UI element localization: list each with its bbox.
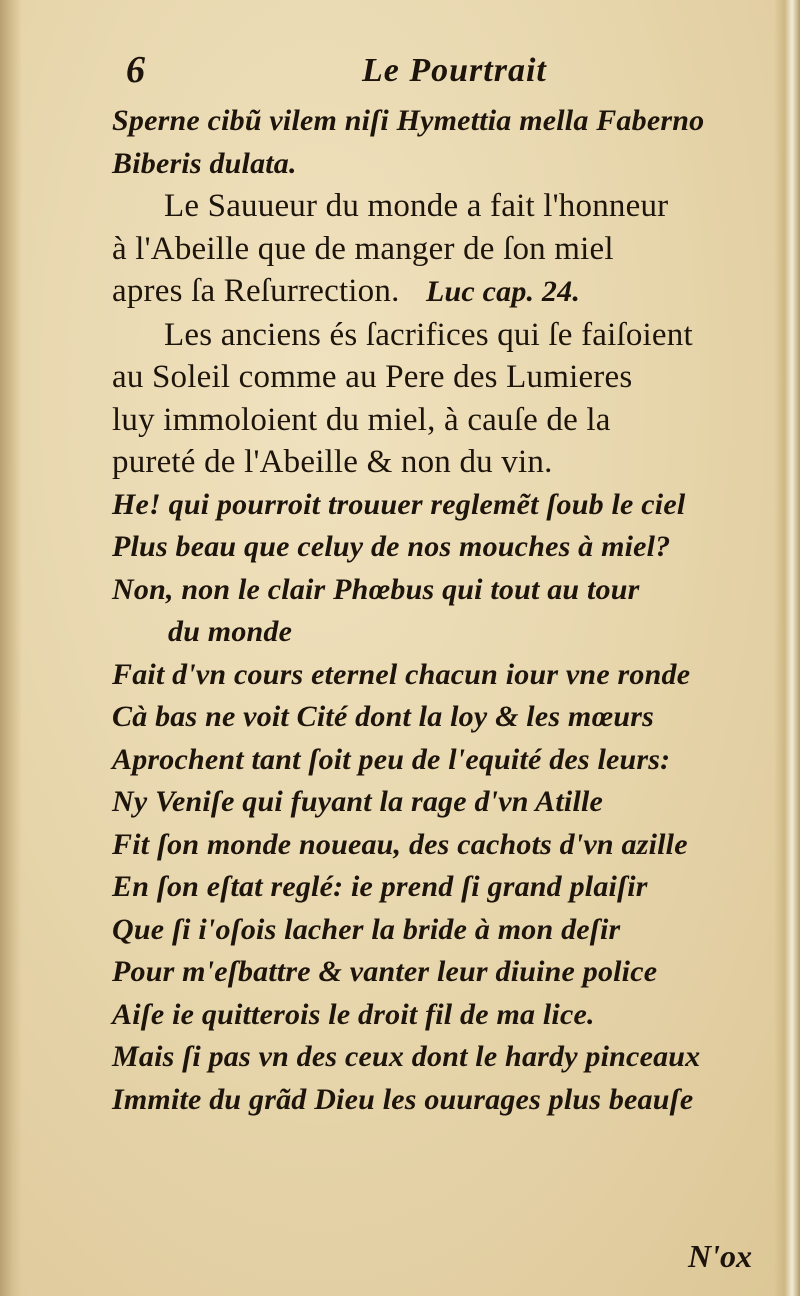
text-block — [112, 48, 772, 1121]
verse-line: Non, non le clair Phœbus qui tout au tour — [112, 572, 640, 606]
verse-line: Que ſi i'oſois lacher la bride à mon deſir — [112, 912, 621, 946]
verse-line: Ny Veniſe qui fuyant la rage d'vn Atille — [112, 785, 604, 818]
verse-line: Plus beau que celuy de nos mouches à miel? — [112, 530, 671, 563]
verse-line: Aprochent tant ſoit peu de l'equité des leurs: — [112, 742, 671, 776]
verse-line: En ſon eſtat reglé: ie prend ſi grand plaiſir — [112, 870, 648, 903]
page-spine-shadow — [0, 0, 22, 1296]
verse-line: Aiſe ie quitterois le droit fil de ma lice. — [112, 997, 595, 1031]
text-line: Sperne cibũ vilem niſi Hymettia mella Faberno — [112, 104, 705, 137]
verse-line: Mais ſi pas vn des ceux dont le hardy pinceaux — [112, 1040, 701, 1073]
page-header — [112, 48, 772, 100]
verse-line: Fit ſon monde noueau, des cachots d'vn azille — [112, 827, 688, 861]
text-line: au Soleil comme au Pere des Lumieres — [112, 359, 633, 395]
text-line: Le Sauueur du monde a fait l'honneur — [164, 188, 669, 224]
citation: Luc cap. 24. — [425, 275, 581, 308]
catchword: N'ox — [688, 1238, 752, 1274]
text-line: luy immoloient du miel, à cauſe de la — [112, 401, 611, 438]
verse-line: Fait d'vn cours eternel chacun iour vne ronde — [112, 657, 691, 691]
verse-line: Pour m'eſbattre & vanter leur diuine police — [112, 955, 658, 988]
text-line: Biberis dulata. — [112, 146, 297, 180]
text-line: Les anciens és ſacrifices qui ſe faiſoient — [164, 316, 693, 353]
text-line: à l'Abeille que de manger de ſon miel — [112, 230, 614, 267]
running-title: Le Pourtrait — [362, 52, 547, 89]
verse-line: He! qui pourroit trouuer reglemẽt ſoub le ciel — [112, 487, 686, 521]
text-span: apres ſa Reſurrection. — [112, 273, 400, 309]
text-line: pureté de l'Abeille & non du vin. — [112, 444, 553, 480]
verse-line: Cà bas ne voit Cité dont la loy & les mœurs — [112, 700, 654, 733]
verse-line: Immite du grãd Dieu les ouurages plus beauſe — [112, 1082, 694, 1116]
verse-line: du monde — [168, 615, 293, 648]
page-edge — [774, 0, 800, 1296]
page-number: 6 — [126, 49, 145, 91]
text-line — [112, 270, 772, 314]
